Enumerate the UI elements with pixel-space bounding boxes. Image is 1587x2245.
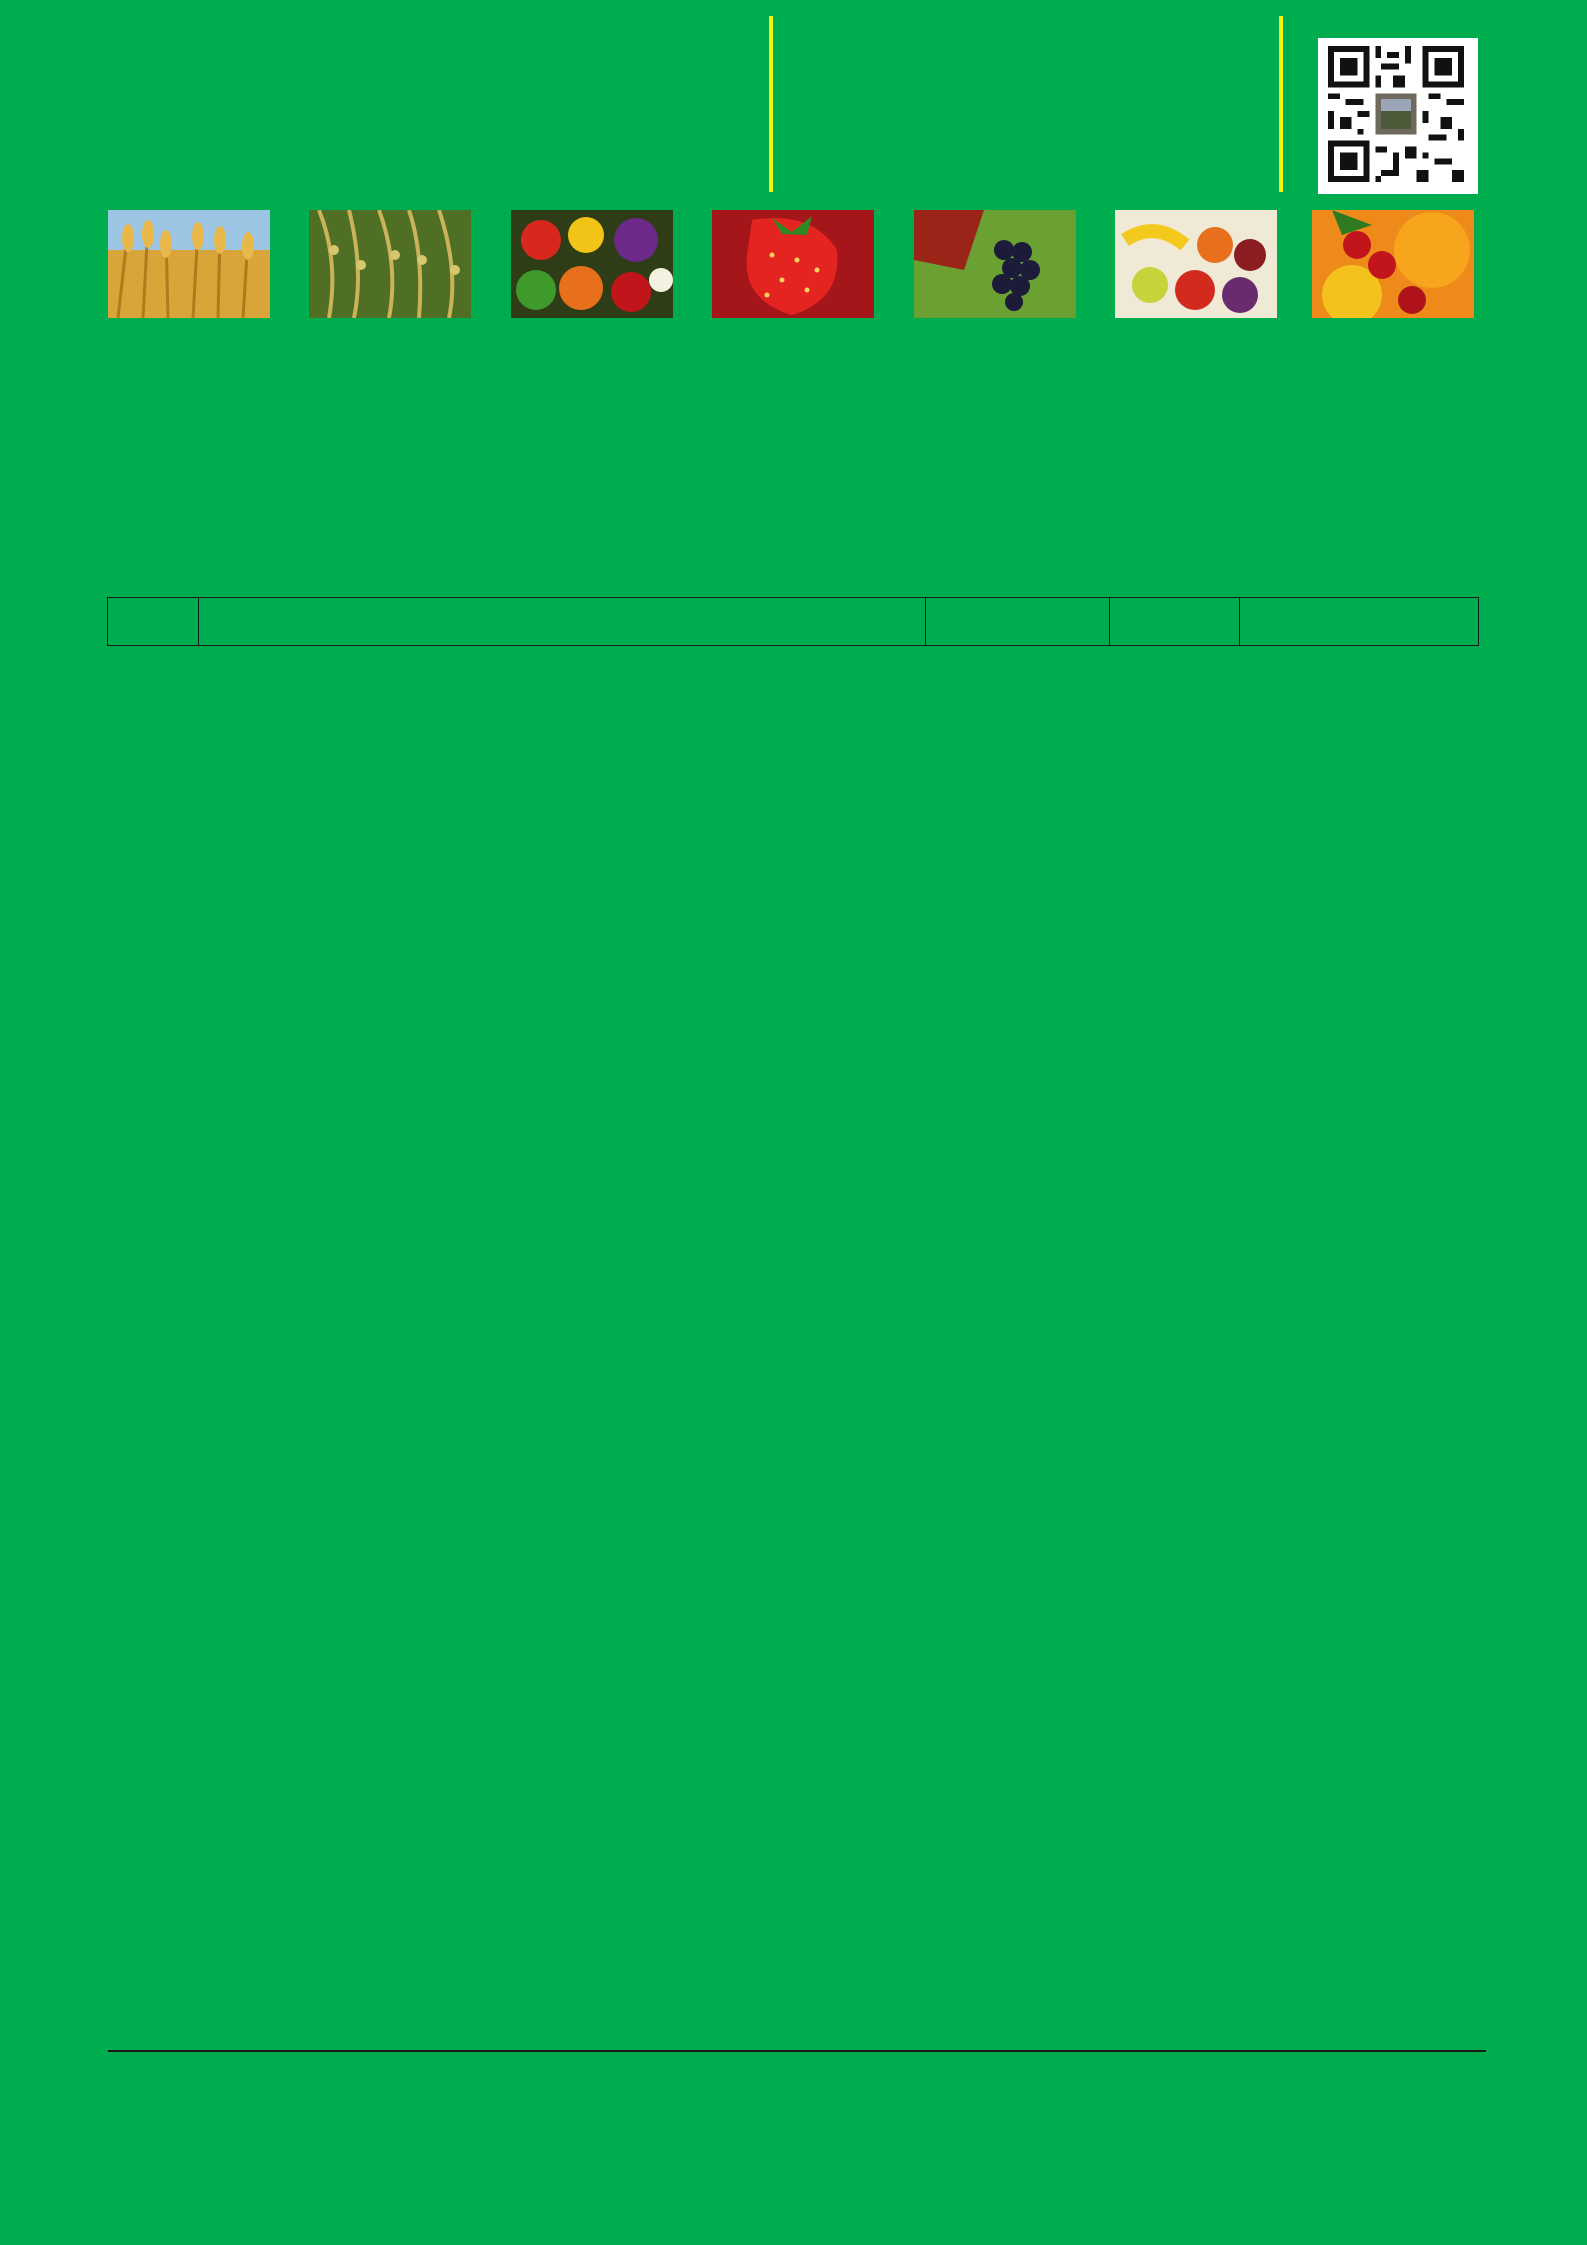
qr-code-icon — [1318, 38, 1478, 194]
fruit-basket-photo — [1115, 210, 1277, 318]
column-header — [926, 598, 1110, 646]
column-header — [198, 598, 925, 646]
grapes-photo — [914, 210, 1076, 318]
column-header — [1110, 598, 1240, 646]
crop-photo-strip-bottom — [108, 2100, 1474, 2208]
strawberry-photo — [712, 210, 874, 318]
header-divider — [769, 16, 773, 192]
table-header-row — [108, 598, 1479, 646]
crop-photo-strip-top — [108, 210, 1474, 318]
citrus-cherries-photo — [1312, 210, 1474, 318]
footer-divider — [108, 2050, 1486, 2052]
column-header — [108, 598, 199, 646]
rice-photo — [309, 210, 471, 318]
spec-table — [107, 597, 1479, 646]
vegetables-photo — [511, 210, 673, 318]
header — [0, 0, 1587, 200]
column-header — [1240, 598, 1479, 646]
header-divider — [1279, 16, 1283, 192]
wheat-photo — [108, 210, 270, 318]
